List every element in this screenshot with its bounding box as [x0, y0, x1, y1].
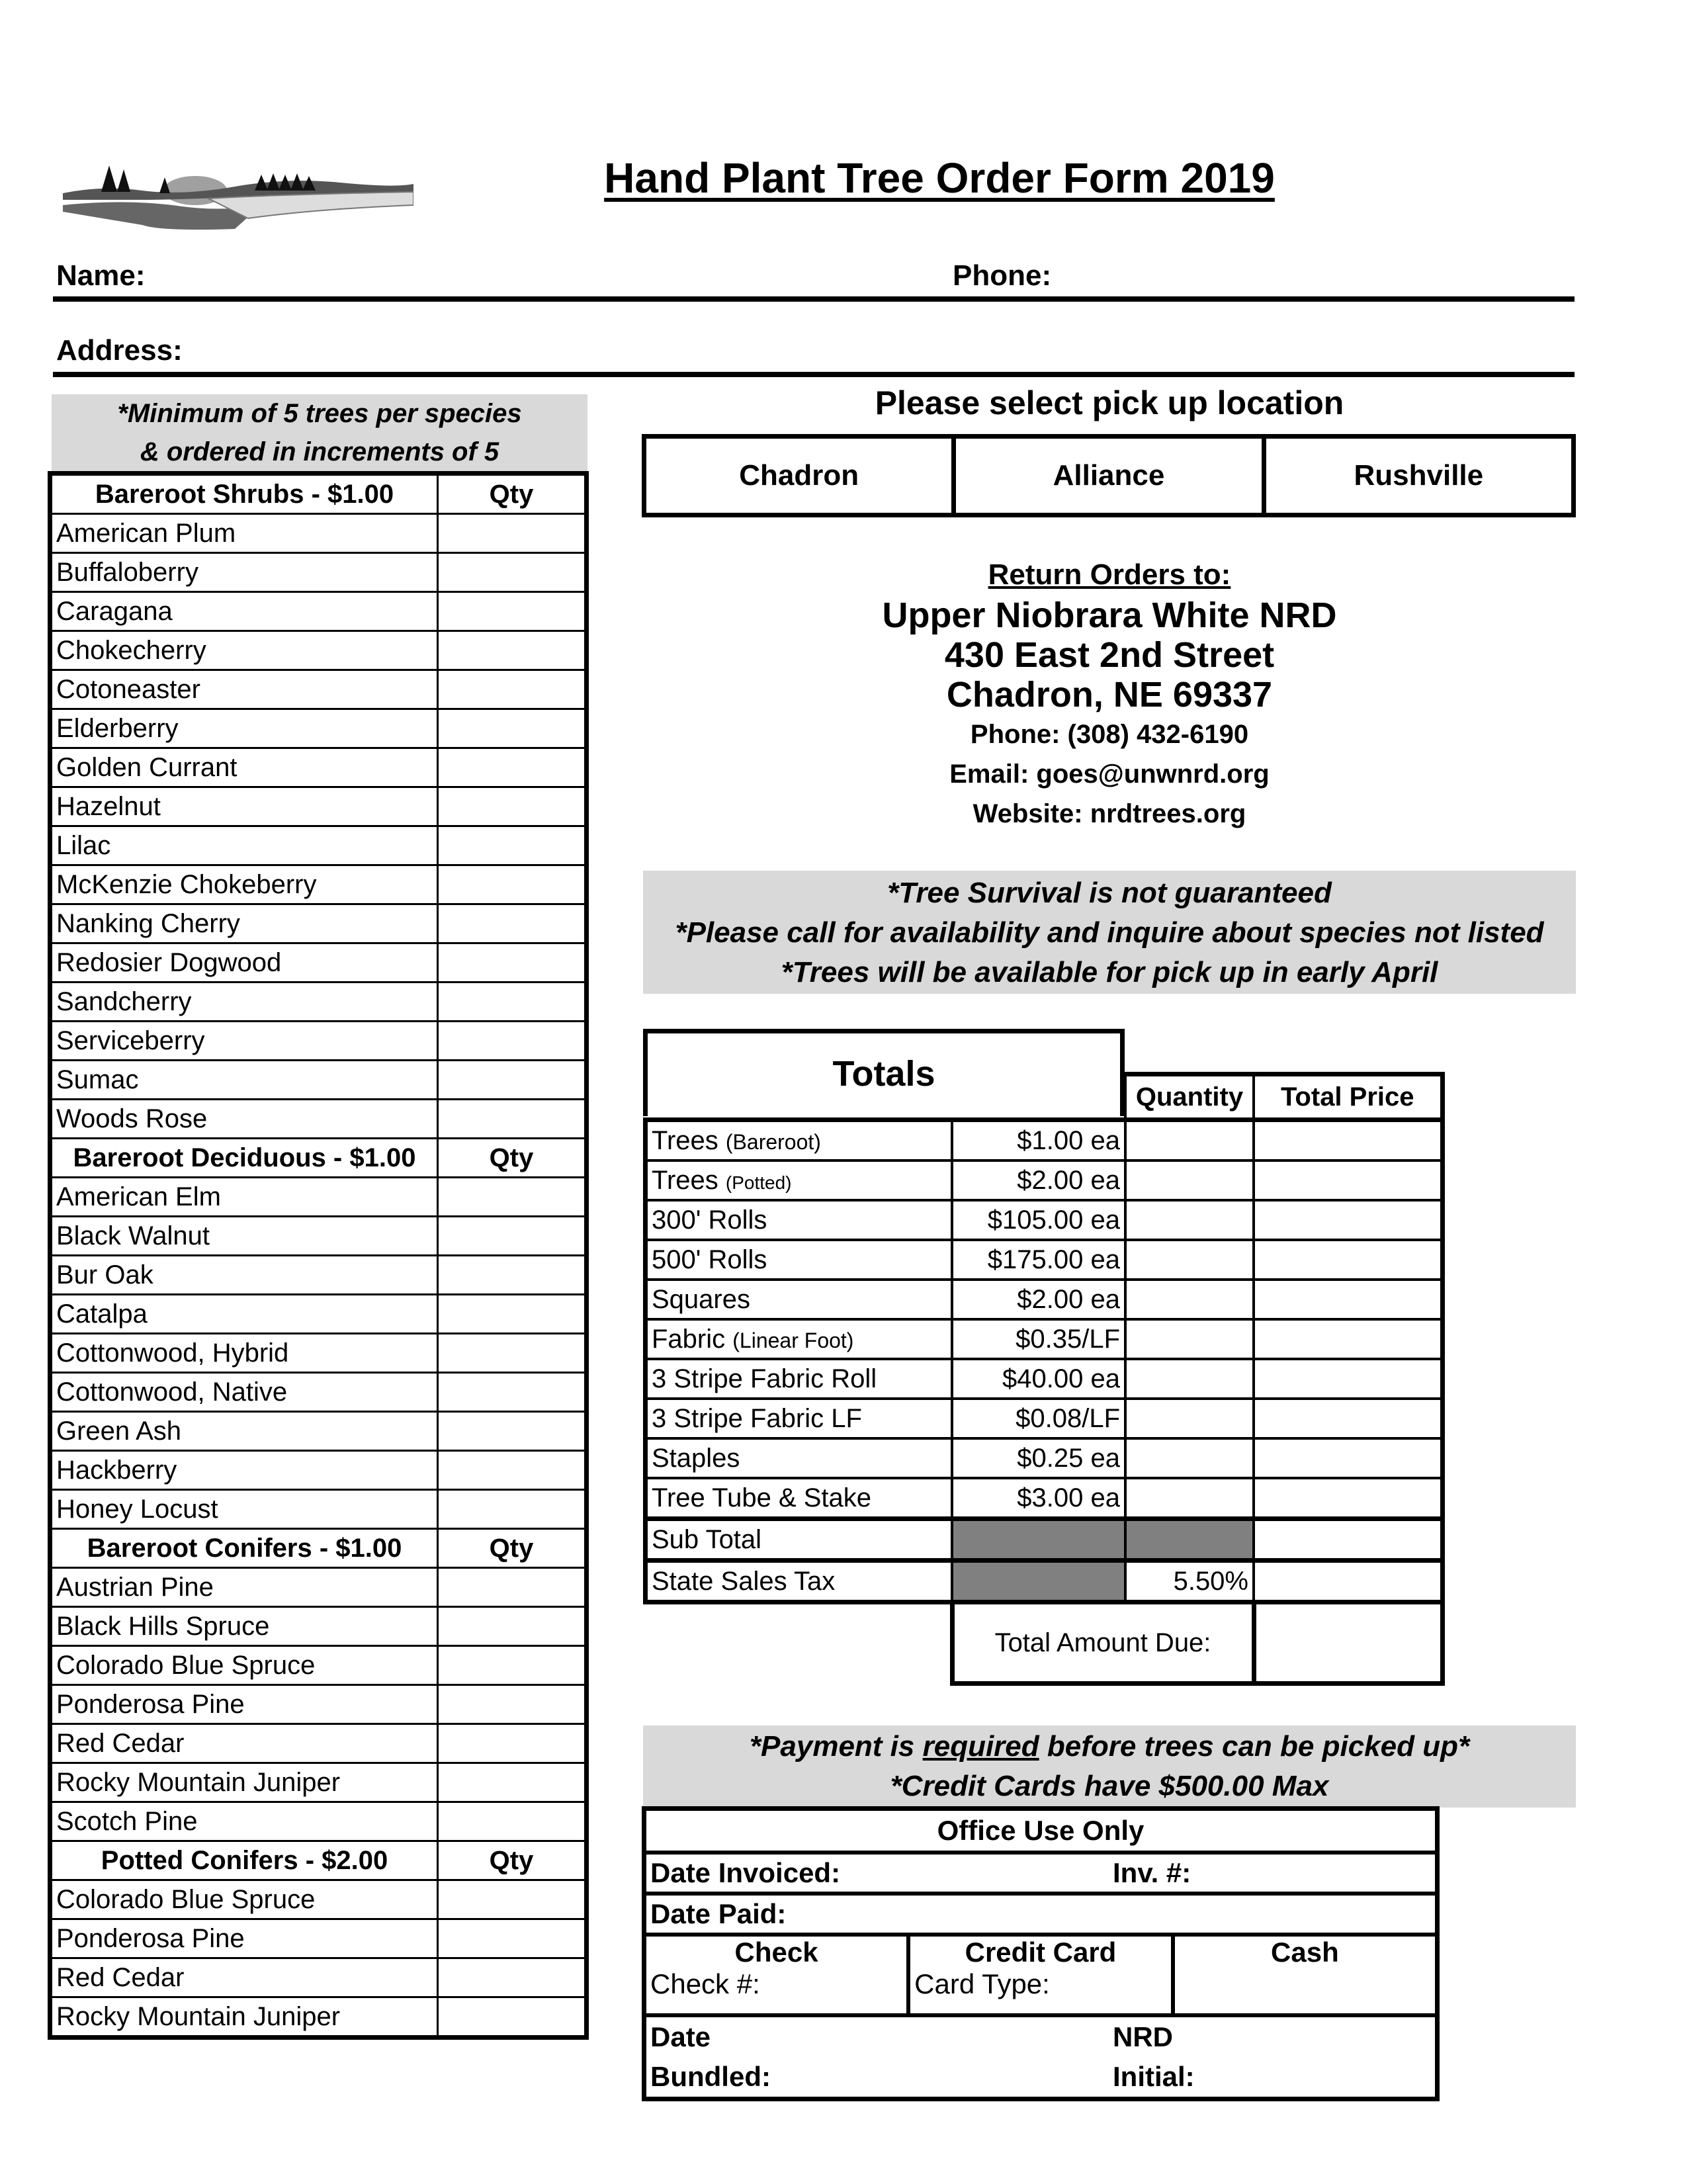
total-due-value[interactable] — [1254, 1602, 1442, 1684]
qty-cell[interactable] — [438, 1685, 587, 1724]
totals-title: Totals — [643, 1029, 1125, 1116]
phone-label: Phone: — [953, 259, 1052, 292]
total-price-cell[interactable] — [1254, 1359, 1442, 1399]
table-row — [50, 748, 587, 787]
table-row — [646, 1160, 1443, 1200]
tax-rate: 5.50% — [1125, 1561, 1254, 1602]
table-row — [50, 1919, 587, 1958]
quantity-cell[interactable] — [1125, 1319, 1254, 1359]
pickup-location-title: Please select pick up location — [875, 384, 1344, 421]
species-name: Serviceberry — [50, 1022, 438, 1061]
address-label: Address: — [56, 334, 183, 367]
section-header-deciduous — [50, 1139, 587, 1178]
qty-cell[interactable] — [438, 865, 587, 904]
quantity-cell[interactable] — [1125, 1120, 1254, 1161]
species-name: Woods Rose — [50, 1100, 438, 1139]
section-title: Bareroot Conifers - $1.00 — [50, 1529, 438, 1568]
species-name: Caragana — [50, 592, 438, 631]
pickup-option-chadron[interactable]: Chadron — [644, 437, 954, 515]
species-name: Sandcherry — [50, 983, 438, 1022]
item-name: Staples — [646, 1438, 953, 1478]
species-name: Scotch Pine — [50, 1802, 438, 1841]
quantity-cell[interactable] — [1125, 1200, 1254, 1240]
table-row — [50, 1334, 587, 1373]
qty-cell[interactable] — [438, 1451, 587, 1490]
minimum-note-line2: & ordered in increments of 5 — [140, 437, 499, 466]
quantity-cell[interactable] — [1125, 1240, 1254, 1280]
table-row — [50, 943, 587, 983]
species-name: Cottonwood, Native — [50, 1373, 438, 1412]
species-name: Rocky Mountain Juniper — [50, 1997, 438, 2038]
species-name: Cotoneaster — [50, 670, 438, 709]
payment-note-post: before trees can be picked up* — [1039, 1730, 1470, 1763]
note-availability: *Please call for availability and inquire about species not listed — [675, 916, 1544, 949]
qty-cell[interactable] — [438, 943, 587, 983]
return-email: Email: goes@unwnrd.org — [949, 760, 1270, 789]
species-name: Colorado Blue Spruce — [50, 1880, 438, 1919]
payment-note — [643, 1725, 1576, 1808]
table-row — [50, 1061, 587, 1100]
species-name: Bur Oak — [50, 1256, 438, 1295]
table-row — [50, 865, 587, 904]
species-name: Lilac — [50, 826, 438, 865]
species-name: Sumac — [50, 1061, 438, 1100]
table-row — [50, 553, 587, 592]
item-note: (Bareroot) — [725, 1129, 821, 1154]
unit-price: $1.00 ea — [952, 1120, 1125, 1161]
totals-table — [643, 1072, 1445, 1686]
item-name: 3 Stripe Fabric Roll — [646, 1359, 953, 1399]
payment-note-required: required — [922, 1730, 1039, 1763]
unit-price: $2.00 ea — [952, 1160, 1125, 1200]
qty-cell[interactable] — [438, 514, 587, 553]
total-price-cell[interactable] — [1254, 1200, 1442, 1240]
qty-cell[interactable] — [438, 1919, 587, 1958]
species-name: American Plum — [50, 514, 438, 553]
minimum-note-line1: *Minimum of 5 trees per species — [117, 399, 522, 428]
qty-cell[interactable] — [438, 1022, 587, 1061]
table-row — [50, 1295, 587, 1334]
total-price-header: Total Price — [1254, 1074, 1442, 1120]
species-name: Cottonwood, Hybrid — [50, 1334, 438, 1373]
species-name: American Elm — [50, 1178, 438, 1217]
name-label: Name: — [56, 259, 146, 292]
table-row — [646, 1359, 1443, 1399]
total-price-cell[interactable] — [1254, 1280, 1442, 1319]
subtotal-value[interactable] — [1254, 1519, 1442, 1561]
species-name: Ponderosa Pine — [50, 1919, 438, 1958]
qty-cell[interactable] — [438, 592, 587, 631]
payment-note-pre: *Payment is — [749, 1730, 923, 1763]
unit-price: $0.25 ea — [952, 1438, 1125, 1478]
date-invoiced-label: Date Invoiced: — [650, 1856, 841, 1888]
check-label: Check — [734, 1936, 818, 1968]
shaded-cell — [952, 1519, 1125, 1561]
qty-cell[interactable] — [438, 1646, 587, 1685]
check-number-label: Check #: — [650, 1968, 760, 1999]
subtotal-row — [646, 1519, 1443, 1561]
table-row — [50, 1997, 587, 2038]
return-org: Upper Niobrara White NRD — [882, 595, 1337, 635]
qty-cell[interactable] — [438, 670, 587, 709]
species-name: Catalpa — [50, 1295, 438, 1334]
qty-cell[interactable] — [438, 709, 587, 748]
table-row — [646, 1280, 1443, 1319]
total-due-label: Total Amount Due: — [952, 1602, 1254, 1684]
card-type-label: Card Type: — [914, 1968, 1050, 1999]
qty-header: Qty — [438, 1139, 587, 1178]
table-row — [50, 1451, 587, 1490]
total-price-cell[interactable] — [1254, 1120, 1442, 1161]
species-name: Black Hills Spruce — [50, 1607, 438, 1646]
note-pickup-date: *Trees will be available for pick up in early April — [781, 956, 1438, 988]
species-name: Nanking Cherry — [50, 904, 438, 943]
species-name: McKenzie Chokeberry — [50, 865, 438, 904]
species-name: Honey Locust — [50, 1490, 438, 1529]
table-row — [646, 1478, 1443, 1519]
table-row — [50, 1100, 587, 1139]
order-notes — [643, 871, 1576, 994]
table-row — [50, 514, 587, 553]
name-phone-line[interactable] — [53, 296, 1575, 302]
qty-cell[interactable] — [438, 1178, 587, 1217]
office-use-title: Office Use Only — [644, 1809, 1438, 1853]
quantity-header: Quantity — [1125, 1074, 1254, 1120]
initial-label: Initial: — [1113, 2060, 1195, 2092]
qty-header: Qty — [438, 1529, 587, 1568]
qty-cell[interactable] — [438, 1763, 587, 1802]
shaded-cell — [1125, 1519, 1254, 1561]
section-title: Bareroot Shrubs - $1.00 — [50, 474, 438, 514]
total-due-row — [646, 1602, 1443, 1684]
unit-price: $2.00 ea — [952, 1280, 1125, 1319]
return-street: 430 East 2nd Street — [944, 635, 1275, 675]
item-name: 500' Rolls — [646, 1240, 953, 1280]
table-row — [646, 1120, 1443, 1161]
qty-header: Qty — [438, 474, 587, 514]
nrd-initial-label — [1113, 2017, 1195, 2097]
qty-cell[interactable] — [438, 1958, 587, 1997]
species-name: Austrian Pine — [50, 1568, 438, 1607]
table-row — [50, 1412, 587, 1451]
unit-price: $40.00 ea — [952, 1359, 1125, 1399]
table-row — [646, 1438, 1443, 1478]
item-name: Trees — [652, 1165, 718, 1195]
total-price-cell[interactable] — [1254, 1160, 1442, 1200]
section-title: Bareroot Deciduous - $1.00 — [50, 1139, 438, 1178]
qty-cell[interactable] — [438, 1724, 587, 1763]
qty-cell[interactable] — [438, 1061, 587, 1100]
unit-price: $3.00 ea — [952, 1478, 1125, 1519]
item-name: Fabric — [652, 1324, 726, 1354]
species-name: Buffaloberry — [50, 553, 438, 592]
qty-cell[interactable] — [438, 1607, 587, 1646]
page-title: Hand Plant Tree Order Form 2019 — [604, 154, 1275, 202]
species-name: Hackberry — [50, 1451, 438, 1490]
species-name: Colorado Blue Spruce — [50, 1646, 438, 1685]
qty-cell[interactable] — [438, 1802, 587, 1841]
date-invoiced-row[interactable] — [644, 1853, 1438, 1894]
section-header-conifers — [50, 1529, 587, 1568]
table-row — [50, 1373, 587, 1412]
table-row — [50, 1490, 587, 1529]
qty-cell[interactable] — [438, 1373, 587, 1412]
quantity-cell[interactable] — [1125, 1399, 1254, 1438]
quantity-cell[interactable] — [1125, 1160, 1254, 1200]
table-row — [50, 670, 587, 709]
section-header-shrubs — [50, 474, 587, 514]
table-row — [646, 1240, 1443, 1280]
subtotal-label: Sub Total — [646, 1519, 953, 1561]
table-row — [50, 1178, 587, 1217]
qty-cell[interactable] — [438, 826, 587, 865]
credit-card-note: *Credit Cards have $500.00 Max — [890, 1770, 1329, 1802]
qty-cell[interactable] — [438, 1334, 587, 1373]
table-row — [50, 1256, 587, 1295]
date-paid-label: Date Paid: — [650, 1898, 787, 1929]
table-row — [50, 709, 587, 748]
table-row — [646, 1399, 1443, 1438]
nrd-label: NRD — [1113, 2021, 1173, 2052]
table-row — [50, 983, 587, 1022]
qty-cell[interactable] — [438, 748, 587, 787]
shaded-cell — [952, 1561, 1125, 1602]
table-row — [50, 1022, 587, 1061]
date-paid-row[interactable] — [644, 1894, 1438, 1935]
date-label: Date — [650, 2021, 711, 2052]
table-row — [50, 1958, 587, 1997]
qty-cell[interactable] — [438, 1568, 587, 1607]
date-bundled-label — [650, 2017, 1431, 2097]
species-order-table — [48, 471, 589, 2040]
pickup-option-rushville[interactable]: Rushville — [1264, 437, 1573, 515]
item-name: Trees — [652, 1125, 718, 1155]
invoice-number-label: Inv. #: — [1113, 1856, 1191, 1888]
return-heading: Return Orders to: — [988, 558, 1231, 591]
total-price-cell[interactable] — [1254, 1240, 1442, 1280]
table-row — [50, 631, 587, 670]
species-name: Green Ash — [50, 1412, 438, 1451]
bundled-label: Bundled: — [650, 2060, 771, 2092]
table-row — [50, 1646, 587, 1685]
table-row — [646, 1200, 1443, 1240]
table-row — [50, 1685, 587, 1724]
cash-label: Cash — [1271, 1936, 1339, 1968]
tax-row — [646, 1561, 1443, 1602]
species-name: Red Cedar — [50, 1724, 438, 1763]
total-price-cell[interactable] — [1254, 1438, 1442, 1478]
item-note: (Potted) — [725, 1172, 792, 1193]
qty-cell[interactable] — [438, 1490, 587, 1529]
table-row — [50, 1724, 587, 1763]
table-row — [50, 592, 587, 631]
qty-cell[interactable] — [438, 1295, 587, 1334]
quantity-cell[interactable] — [1125, 1478, 1254, 1519]
tax-value[interactable] — [1254, 1561, 1442, 1602]
quantity-cell[interactable] — [1125, 1438, 1254, 1478]
return-website: Website: nrdtrees.org — [973, 799, 1246, 828]
item-note: (Linear Foot) — [732, 1328, 854, 1352]
tax-label: State Sales Tax — [646, 1561, 953, 1602]
quantity-cell[interactable] — [1125, 1280, 1254, 1319]
species-name: Ponderosa Pine — [50, 1685, 438, 1724]
return-address-block — [643, 554, 1576, 834]
total-price-cell[interactable] — [1254, 1478, 1442, 1519]
item-name: 3 Stripe Fabric LF — [646, 1399, 953, 1438]
unit-price: $175.00 ea — [952, 1240, 1125, 1280]
return-phone: Phone: (308) 432-6190 — [970, 720, 1249, 749]
item-name: 300' Rolls — [646, 1200, 953, 1240]
table-row — [50, 1880, 587, 1919]
species-name: Elderberry — [50, 709, 438, 748]
qty-cell[interactable] — [438, 1997, 587, 2038]
qty-cell[interactable] — [438, 1256, 587, 1295]
qty-cell[interactable] — [438, 1100, 587, 1139]
species-name: Redosier Dogwood — [50, 943, 438, 983]
address-line[interactable] — [53, 372, 1575, 377]
qty-cell[interactable] — [438, 553, 587, 592]
return-city: Chadron, NE 69337 — [946, 675, 1273, 715]
species-name: Red Cedar — [50, 1958, 438, 1997]
cash-cell[interactable] — [1173, 1935, 1438, 2015]
qty-cell[interactable] — [438, 787, 587, 826]
total-price-cell[interactable] — [1254, 1319, 1442, 1359]
credit-card-cell[interactable] — [908, 1935, 1173, 2015]
minimum-order-note — [52, 394, 587, 471]
item-name: Tree Tube & Stake — [646, 1478, 953, 1519]
table-row — [50, 826, 587, 865]
qty-cell[interactable] — [438, 904, 587, 943]
unit-price: $105.00 ea — [952, 1200, 1125, 1240]
qty-cell[interactable] — [438, 983, 587, 1022]
qty-cell[interactable] — [438, 1412, 587, 1451]
table-row — [50, 1607, 587, 1646]
unit-price: $0.08/LF — [952, 1399, 1125, 1438]
qty-cell[interactable] — [438, 1217, 587, 1256]
table-row — [50, 1217, 587, 1256]
check-cell[interactable] — [644, 1935, 909, 2015]
pickup-option-alliance[interactable]: Alliance — [954, 437, 1264, 515]
unit-price: $0.35/LF — [952, 1319, 1125, 1359]
item-name: Squares — [646, 1280, 953, 1319]
credit-card-label: Credit Card — [965, 1936, 1117, 1968]
section-title: Potted Conifers - $2.00 — [50, 1841, 438, 1880]
office-use-table — [642, 1806, 1440, 2101]
qty-cell[interactable] — [438, 1880, 587, 1919]
species-name: Chokecherry — [50, 631, 438, 670]
table-row — [50, 1568, 587, 1607]
note-survival: *Tree Survival is not guaranteed — [887, 877, 1332, 909]
qty-header: Qty — [438, 1841, 587, 1880]
section-header-potted-conifers — [50, 1841, 587, 1880]
species-name: Rocky Mountain Juniper — [50, 1763, 438, 1802]
quantity-cell[interactable] — [1125, 1359, 1254, 1399]
table-row — [50, 904, 587, 943]
species-name: Golden Currant — [50, 748, 438, 787]
species-name: Black Walnut — [50, 1217, 438, 1256]
species-name: Hazelnut — [50, 787, 438, 826]
table-row — [50, 1802, 587, 1841]
qty-cell[interactable] — [438, 631, 587, 670]
bundled-row[interactable] — [644, 2015, 1438, 2099]
pickup-location-options — [642, 434, 1576, 517]
total-price-cell[interactable] — [1254, 1399, 1442, 1438]
table-row — [646, 1319, 1443, 1359]
table-row — [50, 787, 587, 826]
table-row — [50, 1763, 587, 1802]
